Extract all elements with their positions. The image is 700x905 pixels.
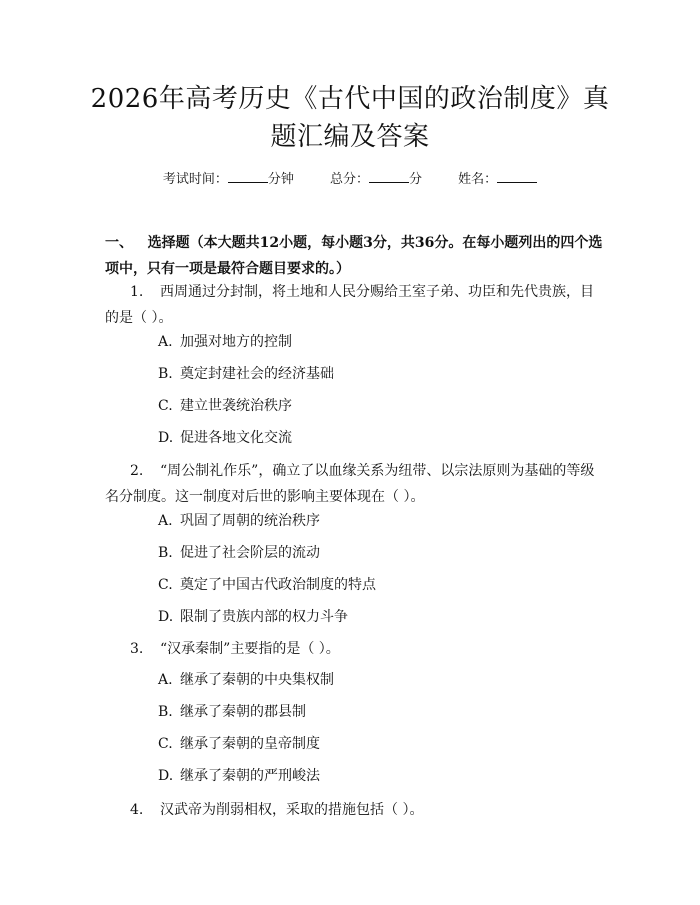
option-3d	[158, 766, 320, 786]
option-1b	[158, 364, 334, 384]
option-2b	[158, 543, 320, 563]
option-3c	[158, 734, 320, 754]
option-text: 继承了秦朝的中央集权制	[180, 672, 334, 688]
option-text: 加强对地方的控制	[180, 334, 292, 350]
total-score-label: 总分：	[329, 172, 369, 187]
option-text: 奠定了中国古代政治制度的特点	[180, 577, 376, 593]
student-name-label: 姓名：	[458, 172, 498, 187]
option-letter: D.	[158, 430, 174, 446]
option-1c	[158, 396, 292, 416]
option-text: 限制了贵族内部的权力斗争	[180, 609, 348, 625]
option-text: 促进各地文化交流	[180, 430, 292, 446]
question-number: 2.	[130, 463, 144, 479]
exam-time-label: 考试时间：	[162, 172, 228, 187]
total-score	[330, 172, 422, 187]
section-instructions: 选择题（本大题共12小题，每小题3分，共36分。在每小题列出的四个选项中，只有一项是最符合题目要求的。）	[105, 235, 603, 277]
exam-time	[163, 172, 294, 187]
option-2c	[158, 575, 376, 595]
section-heading	[105, 230, 605, 282]
option-text: 继承了秦朝的严刑峻法	[180, 768, 320, 784]
option-text: 巩固了周朝的统治秩序	[180, 513, 320, 529]
question-stem: “汉承秦制”主要指的是（ ）。	[160, 641, 340, 657]
question-2	[105, 458, 605, 510]
option-letter: A.	[158, 513, 173, 529]
option-text: 促进了社会阶层的流动	[180, 545, 320, 561]
question-stem: 汉武帝为削弱相权，采取的措施包括（ ）。	[160, 802, 424, 818]
exam-time-unit: 分钟	[267, 172, 294, 187]
exam-time-blank	[228, 170, 268, 183]
option-letter: B.	[158, 704, 173, 720]
page-title: 2026年高考历史《古代中国的政治制度》真题汇编及答案	[90, 84, 610, 152]
option-letter: A.	[158, 334, 173, 350]
option-1d	[158, 428, 292, 448]
option-1a	[158, 332, 292, 352]
option-letter: C.	[158, 736, 173, 752]
section-number: 一、	[105, 235, 133, 251]
question-number: 3.	[130, 641, 144, 657]
exam-meta	[0, 168, 700, 187]
question-number: 1.	[130, 284, 144, 300]
option-3b	[158, 702, 306, 722]
question-1	[105, 279, 605, 331]
option-letter: D.	[158, 609, 174, 625]
student-name	[458, 172, 537, 187]
option-3a	[158, 670, 334, 690]
option-letter: A.	[158, 672, 173, 688]
option-letter: C.	[158, 577, 173, 593]
option-text: 建立世袭统治秩序	[180, 398, 292, 414]
option-letter: B.	[158, 366, 173, 382]
question-stem: 西周通过分封制，将土地和人民分赐给王室子弟、功臣和先代贵族，目的是（ ）。	[105, 284, 594, 326]
option-text: 继承了秦朝的郡县制	[180, 704, 306, 720]
option-text: 奠定封建社会的经济基础	[180, 366, 334, 382]
question-4	[105, 797, 605, 823]
question-number: 4.	[130, 802, 144, 818]
option-2a	[158, 511, 320, 531]
option-2d	[158, 607, 348, 627]
question-3	[105, 636, 605, 662]
option-letter: B.	[158, 545, 173, 561]
question-stem: “周公制礼作乐”，确立了以血缘关系为纽带、以宗法原则为基础的等级名分制度。这一制度对后世的影响主要体现在（ ）。	[105, 463, 595, 505]
option-text: 继承了秦朝的皇帝制度	[180, 736, 320, 752]
total-score-unit: 分	[409, 172, 423, 187]
student-name-blank	[497, 170, 537, 183]
option-letter: C.	[158, 398, 173, 414]
total-score-blank	[369, 170, 409, 183]
option-letter: D.	[158, 768, 174, 784]
